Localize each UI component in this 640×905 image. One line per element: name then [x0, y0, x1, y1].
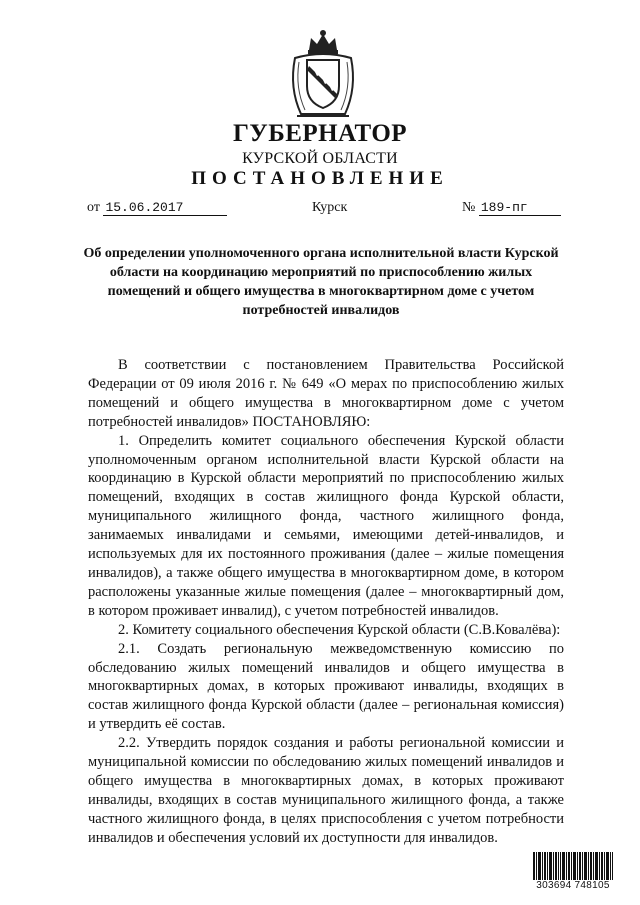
paragraph: В соответствии с постановлением Правительства Российской Федерации от 09 июля 2016 г. № 649 «О мерах по приспособлению жилых помещений и общего имущества в многоквартирном доме с учетом потребностей инвалидов» ПОСТАНОВЛЯЮ:: [88, 357, 564, 430]
region-title: КУРСКОЙ ОБЛАСТИ: [242, 150, 398, 167]
document-body: [88, 356, 564, 848]
document-type: ПОСТАНОВЛЕНИЕ: [191, 168, 449, 189]
paragraph: 2.2. Утвердить порядок создания и работы региональной комиссии и муниципальной комиссии по обследованию жилых помещений инвалидов и общего имущества в многоквартирных домах, в которых проживают инвалиды, входящих в состав муниципального жилищного фонда, а также частного жилищного фонда, в целях приспособления с учетом потребности инвалидов и обеспечения условий их доступности для инвалидов.: [88, 735, 564, 846]
coat-of-arms-icon: [287, 28, 359, 122]
barcode-icon: [533, 852, 613, 880]
barcode-number: 303694 748105: [536, 880, 610, 891]
number-value: 189-пг: [479, 200, 561, 216]
barcode: [533, 852, 613, 892]
paragraph: 1. Определить комитет социального обеспечения Курской области уполномоченным органом исполнительной власти Курской области на координацию в Курской области мероприятий по приспособлению жилых помещений, входящих в состав жилищного фонда Курской области, муниципального жилищного фонда, частного жилищного фонда, занимаемых инвалидами и семьями, имеющими детей-инвалидов, и используемых для их постоянного проживания (далее – жилые помещения инвалидов), а также общего имущества в многоквартирном доме, в котором расположены указанные жилые помещения (далее – многоквартирный дом, в котором проживает инвалид), с учетом потребностей инвалидов.: [88, 432, 564, 619]
number-field: [462, 200, 561, 216]
issuer-title: ГУБЕРНАТОР: [232, 120, 408, 147]
document-heading: Об определении уполномоченного органа исполнительной власти Курской области на координацию мероприятий по приспособлению жилых помещений и общего имущества в многоквартирном доме с учетом потребностей инвалидов: [83, 246, 559, 318]
paragraph: 2. Комитету социального обеспечения Курской области (С.В.Ковалёва):: [118, 621, 561, 638]
city-label: Курск: [312, 200, 348, 215]
date-field: [87, 200, 227, 216]
date-value: 15.06.2017: [103, 200, 227, 216]
number-prefix: №: [462, 200, 476, 215]
date-prefix: от: [87, 200, 100, 215]
paragraph: 2.1. Создать региональную межведомственную комиссию по обследованию жилых помещений инвалидов и общего имущества в многоквартирных домах, в которых проживают инвалиды, входящих в состав жилищного фонда Курской области (далее – региональная комиссия) и утвердить её состав.: [88, 640, 564, 733]
